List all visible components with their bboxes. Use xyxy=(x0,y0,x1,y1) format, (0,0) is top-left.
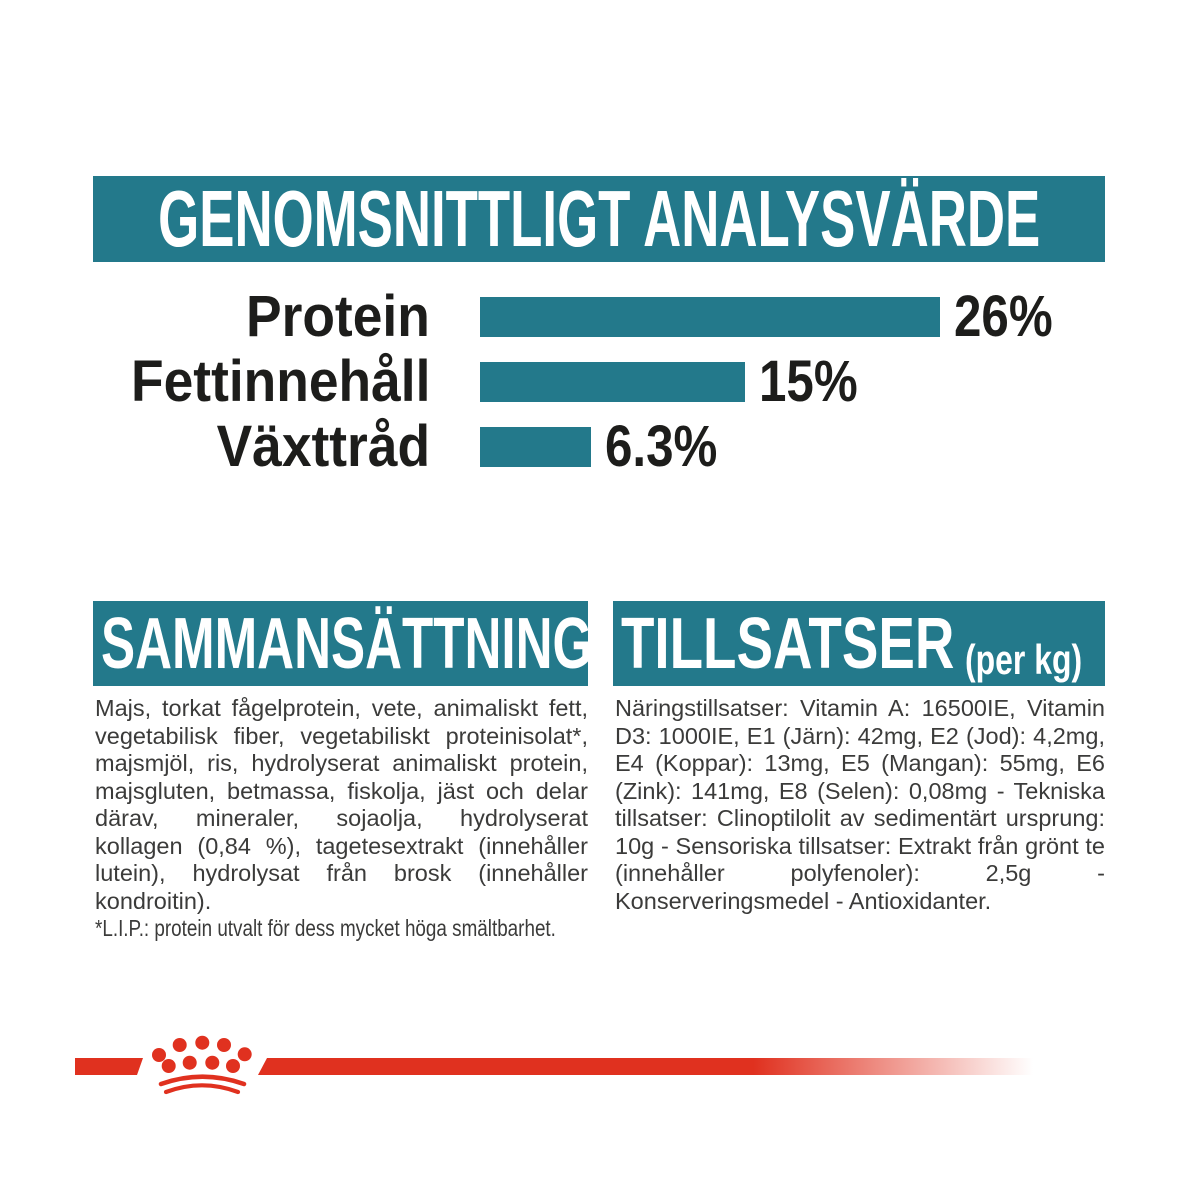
composition-body: Majs, torkat fågelprotein, vete, animaliskt fett, vegetabilisk fiber, vegetabiliskt proteinisolat*, majsmjöl, ris, hydrolyserat animaliskt protein, majsgluten, betmassa, fiskolja, jäst och delar därav, mineraler, sojaolja, hydrolyserat kollagen (0,84 %), tagetesextrakt (innehåller lutein), hydrolysat från brosk (innehåller kondroitin). xyxy=(95,695,588,914)
bar-value-fat: 15% xyxy=(759,349,858,414)
bar-fibre xyxy=(480,427,591,467)
additives-title-suffix: (per kg) xyxy=(965,635,1083,683)
royal-canin-crown-icon xyxy=(148,1030,256,1096)
lip-note: *L.I.P.: protein utvalt för dess mycket höga smältbarhet. xyxy=(95,915,556,941)
bar-protein xyxy=(480,297,940,337)
bar-label-protein: Protein xyxy=(246,284,430,349)
composition-section xyxy=(93,601,593,943)
info-columns xyxy=(93,601,1105,943)
bar-value-fibre: 6.3% xyxy=(605,414,718,479)
chart-row-fibre xyxy=(0,414,1200,479)
chart-row-protein xyxy=(0,284,1200,349)
additives-section xyxy=(613,601,1105,943)
chart-row-fat xyxy=(0,349,1200,414)
bar-value-protein: 26% xyxy=(954,284,1053,349)
bar-fat xyxy=(480,362,745,402)
brand-rule-right xyxy=(258,1058,1057,1075)
composition-title: SAMMANSÄTTNING xyxy=(101,603,593,684)
bar-label-fibre: Växttråd xyxy=(216,414,430,479)
bar-label-fat: Fettinnehåll xyxy=(130,349,430,414)
composition-header-band xyxy=(93,601,593,686)
analysis-bar-chart xyxy=(0,284,1200,492)
analysis-title: GENOMSNITTLIGT ANALYSVÄRDE xyxy=(157,174,1041,263)
brand-rule-left xyxy=(75,1058,143,1075)
additives-body: Näringstillsatser: Vitamin A: 16500IE, Vitamin D3: 1000IE, E1 (Järn): 42mg, E2 (Jod): 4,2mg, E4 (Koppar): 13mg, E5 (Mangan): 55mg, E6 (Zink): 141mg, E8 (Selen): 0,08mg - Tekniska tillsatser: Clinoptilolit av sedimentärt ursprung: 10g - Sensoriska tillsatser: Extrakt från grönt te (innehåller polyfenoler): 2,5g - Konserveringsmedel - Antioxidanter. xyxy=(615,695,1105,914)
additives-header-band xyxy=(613,601,1105,686)
analysis-header-band xyxy=(93,176,1105,262)
additives-title: TILLSATSER xyxy=(621,603,955,684)
